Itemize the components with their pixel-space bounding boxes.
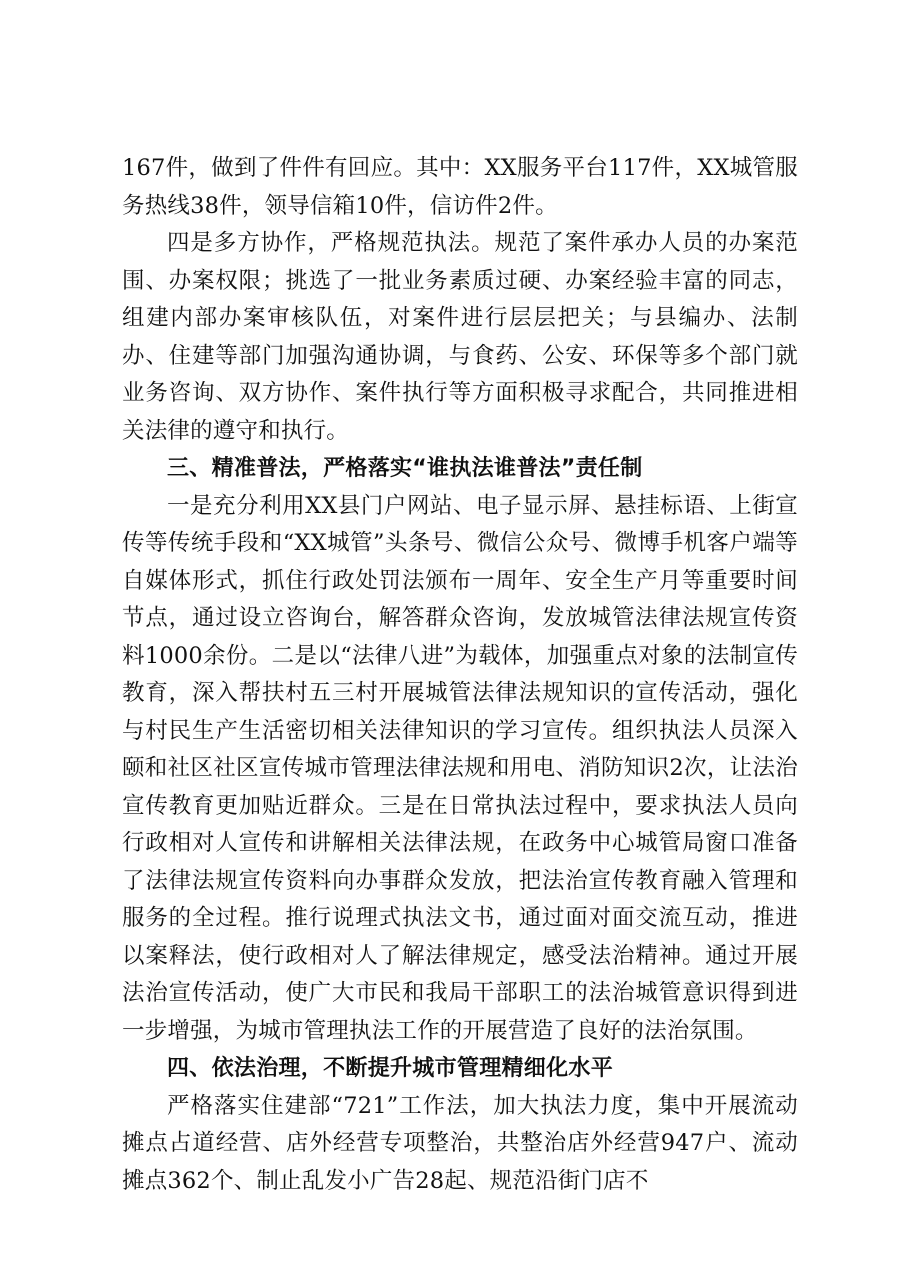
section-heading-lawful-governance: 四、依法治理，不断提升城市管理精细化水平 [167,1056,614,1081]
section-heading-legal-publicity: 三、精准普法，严格落实“谁执法谁普法”责任制 [167,456,643,481]
paragraph-lawful-governance: 严格落实住建部“721”工作法，加大执法力度，集中开展流动摊点占道经营、店外经营专项整治，共整治店外经营947户、流动摊点362个、制止乱发小广告28起、规范沿街门店不 [122,1092,798,1194]
paragraph-multi-party-cooperation: 四是多方协作，严格规范执法。规范了案件承办人员的办案范围、办案权限；挑选了一批业务素质过硬、办案经验丰富的同志，组建内部办案审核队伍，对案件进行层层把关；与县编办、法制办、住建等部门加强沟通协调，与食药、公安、环保等多个部门就业务咨询、双方协作、案件执行等方面积极寻求配合，共同推进相关法律的遵守和执行。 [122,230,798,444]
paragraph-complaint-summary: 167件，做到了件件有回应。其中：XX服务平台117件，XX城管服务热线38件，领导信箱10件，信访件2件。 [122,155,798,219]
paragraph-legal-publicity: 一是充分利用XX县门户网站、电子显示屏、悬挂标语、上街宣传等传统手段和“XX城管”头条号、微信公众号、微博手机客户端等自媒体形式，抓住行政处罚法颁布一周年、安全生产月等重要时间节点，通过设立咨询台，解答群众咨询，发放城管法律法规宣传资料1000余份。二是以“法律八进”为载体，加强重点对象的法制宣传教育，深入帮扶村五三村开展城管法律法规知识的宣传活动，强化与村民生产生活密切相关法律知识的学习宣传。组织执法人员深入颐和社区社区宣传城市管理法律法规和用电、消防知识2次，让法治宣传教育更加贴近群众。三是在日常执法过程中，要求执法人员向行政相对人宣传和讲解相关法律法规，在政务中心城管局窗口准备了法律法规宣传资料向办事群众发放，把法治宣传教育融入管理和服务的全过程。推行说理式执法文书，通过面对面交流互动，推进以案释法，使行政相对人了解法律规定，感受法治精神。通过开展法治宣传活动，使广大市民和我局干部职工的法治城管意识得到进一步增强，为城市管理执法工作的开展营造了良好的法治氛围。 [122,492,798,1044]
document-body [122,150,798,1200]
